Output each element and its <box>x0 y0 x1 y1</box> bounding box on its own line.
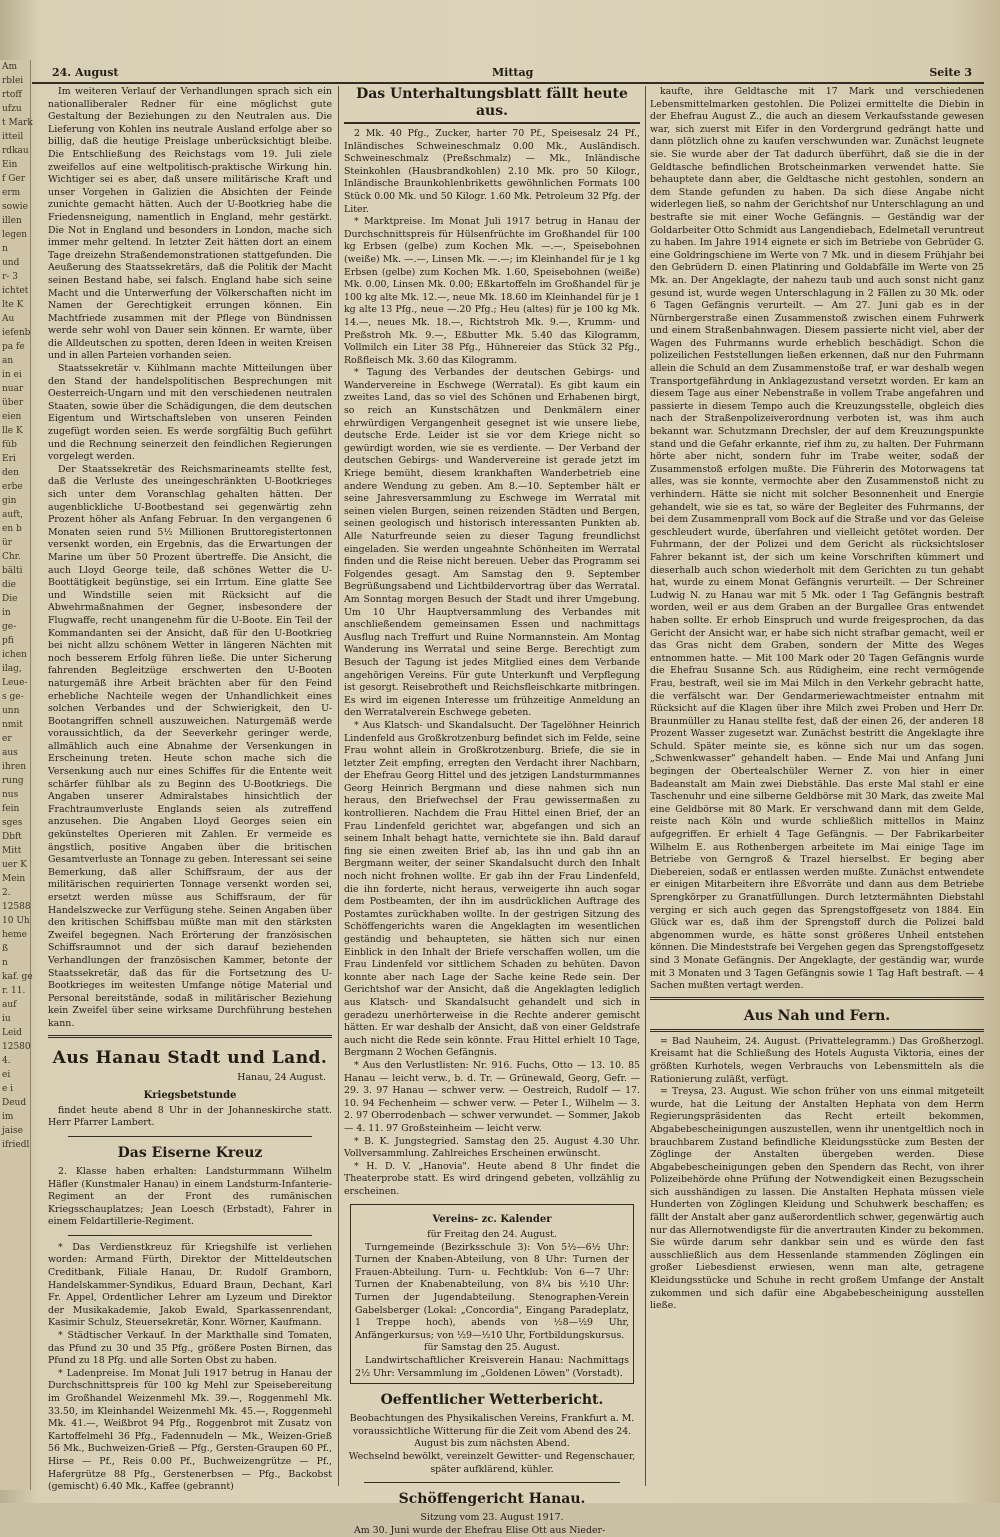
article-paragraph: 2. Klasse haben erhalten: Landsturmmann Wilhelm Häfler (Kunstmaler Hanau) in einem Landsturm-Infanterie-Regiment an der Front des rumänischen Kriegsschauplatzes; Jean Loesch (Erbstadt), Fahrer in einem Feldartillerie-Regiment. <box>48 1165 332 1228</box>
strip-fragment: jaise <box>2 1126 23 1136</box>
header-paper-name: Mittag <box>492 66 534 79</box>
strip-fragment: Leue- <box>2 678 28 688</box>
strip-fragment: pa fe <box>2 342 25 352</box>
section-rule <box>650 1029 984 1032</box>
strip-fragment: Au <box>2 314 15 324</box>
strip-fragment: und <box>2 258 20 268</box>
strip-fragment: lle K <box>2 426 23 436</box>
strip-fragment: im <box>2 1112 14 1122</box>
article-paragraph: kaufte, ihre Geldtasche mit 17 Mark und verschiedenen Lebensmittelmarken gestohlen. Die Polizei ermittelte die Diebin in der Ehefrau August Z., die auch an diesem Verkaufsstande gewesen war, sich zuerst mit Eifer in den Vordergrund gedrängt hatte und dann plötzlich ohne zu kaufen verschwunden war. Zunächst leugnete sie. Sie wurde aber der Tat dadurch überführt, daß sie die in der Geldtasche befindlichen Brotscheinmarken verwendet hatte. Sie behauptete dann aber, die Geldtasche nicht gestohlen, sondern an dem Stande gefunden zu haben. Da sich diese Angabe nicht widerlegen ließ, so nahm der Gerichtshof nur Unterschlagung an und bestrafte sie mit einer Woche Gefängnis. — Geständig war der Goldarbeiter Otto Schmidt aus Langendiebach, Edelmetall veruntreut zu haben. Im Jahre 1914 eignete er sich im Betriebe von Gebrüder G. eine Goldringschiene im Werte von 7 Mk. und in diesem Frühjahr bei den Gebrüdern D. einen Platinring und Goldabfälle im Werte von 25 Mk. an. Der Angeklagte, der nahezu taub und auch sonst nicht ganz gesund ist, wurde wegen Unterschlagung in 2 Fällen zu 30 Mk. oder 6 Tagen Gefängnis verurteilt. — Am 27. Juni gab es in der Nürnbergerstraße einen Zusammenstoß zwischen einem Fuhrwerk und einem Straßenbahnwagen. Diesem passierte nicht viel, aber der Wagen des Fuhrmanns wurde erheblich beschädigt. Schon die polizeilichen Feststellungen ließen erkennen, daß nur den Fuhrmann allein die Schuld an dem Zusammenstoße traf, er war deshalb wegen Transportgefährdung in Anklagezustand versetzt worden. Er kam an diesem Tage aus einer Nebenstraße in vollem Trabe angefahren und passierte in diesem Tempo auch die Kreuzungsstelle, obgleich dies nach der Straßenpolizeiverordnung verboten ist, was ihm auch bekannt war. Schutzmann Drechsler, der auf dem Kreuzungspunkte stand und die Gefahr erkannte, rief ihm zu, zu halten. Der Fuhrmann hörte aber nicht, sondern fuhr im Trabe weiter, sodaß der Zusammenstoß erfolgen mußte. Die Führerin des Motorwagens tat alles, was sie konnte, vermochte aber den Zusammenstoß nicht zu verhindern. Hätte sie nicht mit solcher Besonnenheit und Energie gehandelt, wie sie es tat, so wäre der Begleiter des Fuhrmanns, der bei dem Zusammenprall vom Bock auf die Straße und vor das Geleise geschleudert wurde, überfahren und vielleicht getötet worden. Der Fuhrmann, der der Polizei und dem Gericht als rücksichtsloser Fahrer bekannt ist, der sich um keine Vorschriften kümmert und dieserhalb auch schon wiederholt mit dem Gerichten zu tun gehabt hat, wurde zu einem Monat Gefängnis verurteilt. — Der Schreiner Ludwig N. zu Hanau war mit 5 Mk. oder 1 Tag Gefängnis bestraft worden, weil er aus dem Graben an der Burgallee Gras entwendet haben sollte. Er erhob Einspruch und wurde freigesprochen, da das Gericht der Ansicht war, er habe sich nicht strafbar gemacht, weil er das Gras nicht dem Graben, sondern der Mitte des Weges entnommen hatte. — Mit 100 Mark oder 20 Tagen Gefängnis wurde die Ehefrau Susanne Sch. aus Rüdigheim, eine recht vermögende Frau, bestraft, weil sie im Mai Milch in den Verkehr gebracht hatte, die verfälscht war. Der Gendarmeriewachtmeister entnahm mit Rücksicht auf die Klagen über ihre Milch zwei Proben und Herr Dr. Braunmüller zu Hanau stellte fest, daß der einen 26, der anderen 18 Prozent Wasser zugesetzt war. Zunächst bestritt die Angeklagte ihre Schuld. Später meinte sie, es könne sich nur um das sogen. „Schwenkwasser" gehandelt haben. — Ende Mai und Anfang Juni begingen der Obertealschüler Werner Z. von hier in einer Badeanstalt am Main zwei Diebstähle. Das erste Mal stahl er eine Taschenuhr und eine silberne Geldbörse mit 30 Mark, das zweite Mal eine Geldbörse mit 80 Mark. Er verschwand dann mit dem Gelde, reiste nach Köln und wurde schließlich mittellos in Mainz aufgegriffen. Er erhielt 4 Tage Gefängnis. — Der Fabrikarbeiter Wilhelm E. aus Rothenbergen arbeitete im Mai einige Tage im Betriebe von Gerngroß & Trazel hierselbst. Er beging aber Diebereien, sodaß er entlassen werden mußte. Zunächst entwendete er einigen Mitarbeitern ihre Eßvorräte und dann aus dem Betriebe Sprengkörper zu Granatfüllungen. Durch letztermähnten Diebstahl verging er sich auch gegen das Sprengstoffgesetz von 1884. Ein Glück war es, daß ihm der Sprengstoff durch die Polizei bald abgenommen wurde, es hätte sonst größeres Unheil entstehen können. Die Mindeststrafe bei Vergehen gegen das Sprengstoffgesetz sind 3 Monate Gefängnis. Der Angeklagte, der geständig war, wurde mit 3 Monaten und 3 Tagen Gefängnis sowie 1 Tag Haft bestraft. — 4 Sachen mußten vertagt werden. <box>650 86 984 992</box>
strip-fragment: Am <box>2 62 18 72</box>
strip-fragment: Leid <box>2 1028 22 1038</box>
strip-fragment: 10 Uh <box>2 916 30 926</box>
strip-fragment: rdkau <box>2 146 29 156</box>
subheading: Das Eiserne Kreuz <box>117 1144 263 1161</box>
strip-fragment: über <box>2 398 24 408</box>
strip-fragment: den <box>2 468 19 478</box>
article-paragraph: = Treysa, 23. August. Wie schon früher von uns einmal mitgeteilt wurde, hat die Leitung der Anstalten Hephata von dem Herrn Regierungspräsidenten das Recht erteilt bekommen, Abgabebescheinigungen auszustellen, wenn ihr unentgeltlich noch in brauchbarem Zustand befindliche Kleidungsstücke zum Besten der Zöglinge der Anstalten übergeben werden. Diese Abgabebescheinigungen geben den Spendern das Recht, von ihrer Polizeibehörde ohne Prüfung der Notwendigkeit einen Bezugsschein sich ausshändigen zu lassen. Die Anstalten Hephata müssen viele Hunderten von Zöglingen Kleidung und Schuhwerk beschaffen; es fällt der Anstalt aber ganz außerordentlich schwer, gegenwärtig auch nur das Allernotwendigste für die anvertrauten Kinder zu bekommen. Sie würde darum sehr dankbar sein und es würde den fast ausschließlich aus dem Hessenlande stammenden Zöglingen ein großer Liebesdienst erwiesen, wenn man alte, getragene Kleidungsstücke und Schuhe in recht großem Umfange der Anstalt zukommen und sich dafür eine Abgabebescheinigung ausstellen ließe. <box>650 1086 984 1312</box>
strip-fragment: fein <box>2 804 20 814</box>
strip-fragment: rung <box>2 776 24 786</box>
strip-fragment: ichtet <box>2 286 29 296</box>
article-paragraph: * Aus Klatsch- und Skandalsucht. Der Tagelöhner Heinrich Lindenfeld aus Großkrotzenburg befindet sich im Felde, seine Frau wohnt allein in Großkrotzenburg. Briefe, die sie in letzter Zeit empfing, erregten den Verdacht ihrer Nachbarn, der Ehefrau Georg Hittel und des jetzigen Landsturmmannes Georg Heinrich Bergmann und diese nahmen sich nun heraus, den Briefwechsel der Frau gewissermaßen zu kontrollieren. Nachdem die Frau Hittel einen Brief, der an Frau Lindenfeld gerichtet war, abgefangen und sich an seinem Inhalt behagt hatte, vernichtete sie ihn. Bald darauf fing sie einen zweiten Brief ab, las ihn und gab ihn an Bergmann weiter, der seiner Skandalsucht durch den Inhalt noch nicht frohnen wollte. Er gab ihn der Frau Lindenfeld, die ihn forderte, nicht heraus, verweigerte ihn auch sogar dem Postbeamten, der ihn im ausdrücklichen Auftrage des Postamtes zurückhaben wollte. In der gestrigen Sitzung des Schöffengerichts waren die Angeklagten im wesentlichen geständig und behaupteten, sie hätten sich nur einen Einblick in den Inhalt der Briefe verschaffen wollen, um die Frau Lindenfeld vor sittlichem Schaden zu behüten. Davon konnte aber nach Lage der Sache keine Rede sein. Der Gerichtshof war der Ansicht, daß die Angeklagten lediglich aus Klatsch- und Skandalsucht gehandelt und sich in geradezu unerhörterweise in die Rechte anderer gemischt hätten. Er war deshalb der Ansicht, daß von einer Geldstrafe auch nicht die Rede sein könnte. Frau Hittel erhielt 10 Tage, Bergmann 2 Wochen Gefängnis. <box>344 719 640 1059</box>
strip-fragment: iefenb <box>2 328 31 338</box>
section-title: Aus Hanau Stadt und Land. <box>52 1047 328 1068</box>
dateline: Hanau, 24 August. <box>237 1071 326 1083</box>
subheading: Kriegsbetstunde <box>143 1090 237 1102</box>
strip-fragment: nus <box>2 790 19 800</box>
strip-fragment: 12580 <box>2 1042 31 1052</box>
article-paragraph: Am 30. Juni wurde der Ehefrau Elise Ott aus Nieder- <box>354 1524 606 1536</box>
weather-source: Beobachtungen des Physikalischen Vereins, Frankfurt a. M. voraussichtliche Witterung für die Zeit vom Abend des 24. August bis zum nächsten Abend. <box>349 1413 635 1450</box>
strip-fragment: f Ger <box>2 174 26 184</box>
strip-fragment: Die <box>2 594 18 604</box>
adjacent-page-strip <box>0 60 31 1490</box>
strip-fragment: 4. <box>2 1056 11 1066</box>
strip-fragment: ge- <box>2 622 17 632</box>
strip-fragment: auf <box>2 1000 17 1010</box>
strip-fragment: sges <box>2 818 23 828</box>
calendar-text: Landwirtschaftlicher Kreisverein Hanau: Nachmittags 2½ Uhr: Versammlung im „Goldenen Löwen" (Vorstadt). <box>355 1355 629 1379</box>
strip-fragment: n <box>2 958 8 968</box>
strip-fragment: e i <box>2 1084 14 1094</box>
column-3 <box>650 86 984 1486</box>
strip-fragment: illen <box>2 216 22 226</box>
strip-fragment: Eri <box>2 454 16 464</box>
weather-title: Oeffentlicher Wetterbericht. <box>380 1392 604 1409</box>
article-paragraph: * Tagung des Verbandes der deutschen Gebirgs- und Wandervereine in Eschwege (Werratal). Es gibt kaum ein zweites Land, das so viel des Schönen und Erhabenen birgt, so reich an Kunstschätzen und Denkmälern einer ehrwürdigen Vergangenheit gesegnet ist wie unsere liebe, deutsche Erde. Leider ist sie vor dem Kriege nicht so gewürdigt worden, wie sie es verdiente. — Der Verband der deutschen Gebirgs- und Wandervereine ist gerade jetzt im Kriege bemüht, diesem krankhaften Wanderbetrieb eine andere Wendung zu geben. Am 8.—10. September hält er seine Jahresversammlung zu Eschwege im Werratal mit seinen vielen Burgen, seinen reizenden Städten und Bergen, seinen geologisch und historisch interessanten Punkten ab. Alle Naturfreunde seien zu dieser Tagung freundlichst eingeladen. Sie werden ungeahnte Schönheiten im Werratal finden und die Reise nicht bereuen. Ueber das Programm sei Folgendes gesagt. Am Samstag den 9. September Begrüßungsabend und Lichtbildervortrag über das Werratal. Am Sonntag morgen Besuch der Stadt und ihrer Umgebung. Um 10 Uhr Hauptversammlung des Verbandes mit anschließendem gemeinsamen Essen und nachmittags Ausflug nach Treffurt und Ruine Normannstein. Am Montag Wanderung ins Werratal und seine Berge. Berechtigt zum Besuch der Tagung ist jedes Mitglied eines dem Verbande angehörigen Vereins. Für gute Unterkunft und Verpflegung ist gesorgt. Reisebrotheft und Reichsfleischkarte mitbringen. Es wird im eigenen Interesse um frühzeitige Anmeldung an den Werratalverein Eschwege gebeten. <box>344 367 640 719</box>
strip-fragment: t Mark <box>2 118 33 128</box>
strip-fragment: Mitt <box>2 846 22 856</box>
strip-fragment: er <box>2 734 12 744</box>
strip-fragment: ß <box>2 944 9 954</box>
strip-fragment: nuar <box>2 384 24 394</box>
strip-fragment: ufzu <box>2 104 22 114</box>
divider <box>68 1136 312 1137</box>
article-paragraph: * Marktpreise. Im Monat Juli 1917 betrug in Hanau der Durchschnittspreis für Hülsenfrüchte im Großhandel für 100 kg Erbsen (gelbe) zum Kochen Mk. —.—, Speisebohnen (weiße) Mk. —.—, Linsen Mk. —.—; im Kleinhandel für je 1 kg Erbsen (gelbe) zum Kochen Mk. 1.60, Speisebohnen (weiße) Mk. 0.00, Linsen Mk. 0.00; Eßkartoffeln im Großhandel für je 100 kg alte Mk. 12.—, neue Mk. 18.60 im Kleinhandel für je 1 kg alte 13 Pfg., neue —.20 Pfg.; Heu (altes) für je 100 kg Mk. 14.—, neues Mk. 18.—, Richtstroh Mk. 9.—, Krumm- und Preßstroh Mk. 9.—, Eßbutter Mk. 5.40 das Kilogramm, Vollmilch ein Liter 38 Pfg., Hühnereier das Stück 32 Pfg., Roßfleisch Mk. 3.60 das Kilogramm. <box>344 216 640 366</box>
strip-fragment: r- 3 <box>2 272 18 282</box>
strip-fragment: heme <box>2 930 27 940</box>
article-paragraph: * Ladenpreise. Im Monat Juli 1917 betrug in Hanau der Durchschnittspreis für 100 kg Mehl zur Speisebereitung im Großhandel Weizenmehl Mk. 39.—, Roggenmehl Mk. 33.50, im Kleinhandel Weizenmehl Mk. 45.—, Roggenmehl Mk. 41.—, Weißbrot 94 Pfg., Roggenbrot mit Zusatz von Kartoffelmehl 36 Pfg., Fadennudeln — Mk., Weizen-Grieß 56 Mk., Buchweizen-Grieß — Pfg., Gersten-Graupen 60 Pf., Hirse — Pf., Reis 0.00 Pf., Buchweizengrütze — Pf., Hafergrütze 88 Pfg., Gerstenerbsen — Pfg., Backobst (gemischt) 6.40 Mk., Kaffee (gebrannt) <box>48 1367 332 1493</box>
strip-fragment: iu <box>2 1014 11 1024</box>
strip-fragment: rtoff <box>2 90 22 100</box>
column-2 <box>344 86 640 1536</box>
strip-fragment: erbe <box>2 482 23 492</box>
article-paragraph: * B. K. Jungstegried. Samstag den 25. August 4.30 Uhr. Vollversammlung. Zahlreiches Erscheinen erwünscht. <box>344 1135 640 1160</box>
strip-fragment: ilag, <box>2 664 22 674</box>
article-paragraph: 2 Mk. 40 Pfg., Zucker, harter 70 Pf., Speisesalz 24 Pf., Inländisches Schweineschmalz 0.00 Mk., Ausländisch. Schweineschmalz (Preßschmalz) — Mk., Inländische Steinkohlen (Hausbrandkohlen) 2.10 Mk. pro 50 Kilogr., Inländische Braunkohlenbriketts gewöhnlichen Formats 100 Stück 0.00 Mk. und 50 Kilogr. 1.60 Mk. Petroleum 32 Pfg. der Liter. <box>344 128 640 215</box>
page-header <box>32 64 984 84</box>
strip-fragment: pfi <box>2 636 14 646</box>
court-date: Sitzung vom 23. August 1917. <box>420 1512 564 1524</box>
strip-fragment: itteil <box>2 132 24 142</box>
article-paragraph: Staatssekretär v. Kühlmann machte Mitteilungen über den Stand der handelspolitischen Besprechungen mit Oesterreich-Ungarn und mit den verschiedenen neutralen Staaten, sowie über die Schädigungen, die dem deutschen Eigentum und Wirtschaftsleben von unseren Feinden zugefügt worden seien. Es werde sorgfältig Buch geführt und die Rechnung seinerzeit den feindlichen Regierungen vorgelegt werden. <box>48 363 332 463</box>
strip-fragment: en b <box>2 524 22 534</box>
section-rule <box>48 1035 332 1038</box>
strip-fragment: die <box>2 580 16 590</box>
article-paragraph: findet heute abend 8 Uhr in der Johanneskirche statt. Herr Pfarrer Lambert. <box>48 1104 332 1129</box>
calendar-text: Turngemeinde (Bezirksschule 3): Von 5½—6½ Uhr: Turnen der Knaben-Abteilung, von 8 Uhr: Turnen der Frauen-Abteilung. Turn- u. Fechtklub: Von 6—7 Uhr: Turnen der Knabenabteilung, von 8¼ bis ½10 Uhr: Turnen der Jugendabteilung. Stenographen-Verein Gabelsberger (Lokal: „Concordia", Eingang Paradeplatz, 1 Treppe hoch), abends von ½8—½9 Uhr, Anfängerkursus; von ½9—½10 Uhr, Fortbildungskursus. <box>355 1241 629 1341</box>
strip-fragment: lte K <box>2 300 24 310</box>
strip-fragment: auft, <box>2 510 23 520</box>
article-paragraph: * Städtischer Verkauf. In der Markthalle sind Tomaten, das Pfund zu 30 und 35 Pfg., größere Posten Birnen, das Pfund zu 18 Pfg. und alle Sorten Obst zu haben. <box>48 1330 332 1367</box>
strip-fragment: ür <box>2 538 13 548</box>
article-paragraph: * H. D. V. „Hanovia". Heute abend 8 Uhr findet die Theaterprobe statt. Es wird dringend gebeten, vollzählig zu erscheinen. <box>344 1160 640 1197</box>
strip-fragment: unn <box>2 706 20 716</box>
strip-fragment: rblei <box>2 76 24 86</box>
court-title: Schöffengericht Hanau. <box>398 1491 586 1508</box>
strip-fragment: erm <box>2 188 21 198</box>
strip-fragment: nmit <box>2 720 23 730</box>
strip-fragment: aus <box>2 748 18 758</box>
strip-fragment: ihren <box>2 762 27 772</box>
strip-fragment: füb <box>2 440 17 450</box>
club-calendar-box <box>350 1204 634 1384</box>
strip-fragment: in <box>2 608 11 618</box>
notice-headline: Das Unterhaltungsblatt fällt heute aus. <box>344 86 640 124</box>
calendar-date: für Freitag den 24. August. <box>427 1229 557 1241</box>
strip-fragment: s ge- <box>2 692 24 702</box>
section-title: Aus Nah und Fern. <box>743 1007 891 1024</box>
strip-fragment: 12588 <box>2 902 31 912</box>
calendar-date: für Samstag den 25. August. <box>424 1342 560 1354</box>
divider <box>364 1482 620 1483</box>
column-rule <box>645 86 646 1486</box>
strip-fragment: in ei <box>2 370 22 380</box>
header-page-number: Seite 3 <box>929 66 972 79</box>
strip-fragment: 2. <box>2 888 11 898</box>
strip-fragment: Ein <box>2 160 18 170</box>
article-paragraph: = Bad Nauheim, 24. August. (Privattelegramm.) Das Großherzogl. Kreisamt hat die Schließung des Hotels Augusta Viktoria, eines der größten Kurhotels, wegen Verbrauchs von Lebensmitteln als die Rationierung zuläßt, verfügt. <box>650 1035 984 1085</box>
strip-fragment: sowie <box>2 202 28 212</box>
strip-fragment: ei <box>2 1070 11 1080</box>
strip-fragment: Deud <box>2 1098 27 1108</box>
article-paragraph: Der Staatssekretär des Reichsmarineamts stellte fest, daß die Verluste des uneingeschränkten U-Bootkrieges sich unter dem Voranschlag gehalten hätten. Der augenblickliche U-Bootbestand sei gegenwärtig zehn Prozent höher als Anfang Februar. In den vergangenen 6 Monaten seien rund 5½ Millionen Bruttoregistertonnen versenkt worden, ein Ergebnis, das die Erwartungen der Marine um über 50 Prozent übertreffe. Die Ansicht, die auch Lloyd George teile, daß schönes Wetter die U-Boottätigkeit begünstige, sei ein Irrtum. Eine glatte See und Windstille seien mit Rücksicht auf die Abwehrmaßnahmen der Gegner, insbesondere der Flugwaffe, recht unangenehm für die U-Boote. Ein Teil der Kommandanten sei der Ansicht, daß für den U-Bootkrieg bei nicht allzu schönem Wetter in längeren Nächten mit noch besserem Erfolg führen ließe. Die unter Sicherung fahrenden Begleitzüge erschwerten den U-Booten naturgemäß ihre Arbeit brächten aber für den Feind erhebliche Nachteile wegen der Unhandlichkeit eines solchen Verbandes und der Schwierigkeit, den U-Bootangriffen schnell auszuweichen. Naturgemäß werde voraussichtlich, da der Seeverkehr geringer werde, allmählich auch eine Abnahme der Versenkungen in Erscheinung treten. Heute schon mache sich die Versenkung auch nur eines Schiffes für die Entente weit schärfer fühlbar als zu Beginn des U-Bootkriegs. Die Angaben unserer Admiralstabes hinsichtlich der Frachtraumverluste Englands seien als zutreffend anzusehen. Die Angaben Lloyd Georges seien ein gekünsteltes Operieren mit Zahlen. Er vermeide es ängstlich, positive Angaben über die britischen Gesamtverluste an Tonnage zu geben. Interessant sei seine Bemerkung, daß aller Schiffsraum, der aus der militärischen requirierten Tonnage versenkt worden sei, ersetzt werden müsse aus Schiffsraum, der für Handelszwecke zur Verfügung stehe. Seinen Angaben über den kritischen Schiffsbau müßte man mit den stärksten Zweifel begegnen. Nach Erörterung der französischen Schiffsraumnot und der sich darauf beziehenden Verhandlungen der französischen Kammer, betonte der Staatssekretär, daß das für die Fortsetzung des U-Bootkrieges im weitesten Umfange nötige Material und Personal bereitstände, sodaß in militärischer Beziehung kein Zweifel über seine wirksame Durchführung bestehen kann. <box>48 463 332 1029</box>
strip-fragment: gin <box>2 496 17 506</box>
calendar-title: Vereins- zc. Kalender <box>432 1214 552 1226</box>
strip-fragment: an <box>2 356 14 366</box>
section-rule <box>650 997 984 1000</box>
strip-fragment: Dbft <box>2 832 22 842</box>
column-1 <box>48 86 332 1493</box>
strip-fragment: uer K <box>2 860 28 870</box>
article-paragraph: Im weiteren Verlauf der Verhandlungen sprach sich ein nationalliberaler Redner für eine möglichst gute Gestaltung der Beziehungen zu den Neutralen aus. Die Lieferung von Kohlen ins neutrale Ausland erfolge aber so billig, daß die heutige Preislage unberücksichtigt bleibe. Die Entschließung des Reichstags vom 19. Juli ziele zweifellos auf eine weltpolitisch-praktische Wirkung hin. Wichtiger sei es aber, daß unsere militärische Kraft und unser Vorgehen in Galizien die Absichten der Feinde zunichte gemacht hätten. Auch der U-Bootkrieg habe die Friedensneigung, namentlich in England, mehr gestärkt. Die Not in England und besonders in London, mache sich immer mehr geltend. In letzter Zeit hätten dort an einem Tage dreizehn Straßendemonstrationen stattgefunden. Die Aeußerung des Staatssekretärs, daß die Politik der Macht seinen Bestand habe, sei falsch. England habe sich seine Macht und die Unterwerfung der Völkerschaften nicht im Namen der Gerechtigkeit errungen können. Ein Machtfriede zusammen mit der Pflege von Bündnissen werde sehr wohl von Dauer sein können. Er warnte, über die Alldeutschen zu spotten, deren Ideen in weiten Kreisen und in allen Parteien vorhanden seien. <box>48 86 332 362</box>
strip-fragment: ifriedl <box>2 1140 30 1150</box>
strip-fragment: r. 11. <box>2 986 26 996</box>
strip-fragment: Chr. <box>2 552 21 562</box>
strip-fragment: bälti <box>2 566 23 576</box>
column-rule <box>338 86 339 1486</box>
strip-fragment: legen <box>2 230 28 240</box>
strip-fragment: Mein <box>2 874 26 884</box>
article-paragraph: * Das Verdienstkreuz für Kriegshilfe ist verliehen worden: Armand Fürth, Direktor der Mitteldeutschen Creditbank, Filiale Hanau, Dr. Rudolf Gramborn, Handelskammer-Syndikus, Eduard Braun, Dechant, Karl Fr. Appel, Ordentlicher Lehrer am Lyzeum und Direktor der Musikakademie, Jakob Ewald, Sparkassenrendant, Kasimir Schulz, Steuersekretär, Konr. Wörner, Kaufmann. <box>48 1241 332 1329</box>
strip-fragment: ichen <box>2 650 27 660</box>
header-date: 24. August <box>52 66 119 79</box>
divider <box>68 1235 312 1236</box>
weather-forecast: Wechselnd bewölkt, vereinzelt Gewitter- und Regenschauer, später aufklärend, kühler. <box>348 1450 636 1475</box>
strip-fragment: kaf. ge <box>2 972 33 982</box>
strip-fragment: eien <box>2 412 22 422</box>
article-paragraph: * Aus den Verlustlisten: Nr. 916. Fuchs, Otto — 13. 10. 85 Hanau — leicht verw., b. d. Tr. — Grünewald, Georg, Gefr. — 29. 3. 97 Hanau — schwer verw. — Oestreich, Rudolf — 17. 10. 94 Fechenheim — schwer verw. — Peter I., Wilhelm — 3. 2. 97 Oberrodenbach — schwer verwundet. — Sommer, Jakob — 4. 11. 97 Großsteinheim — leicht verw. <box>344 1059 640 1134</box>
strip-fragment: n <box>2 244 8 254</box>
